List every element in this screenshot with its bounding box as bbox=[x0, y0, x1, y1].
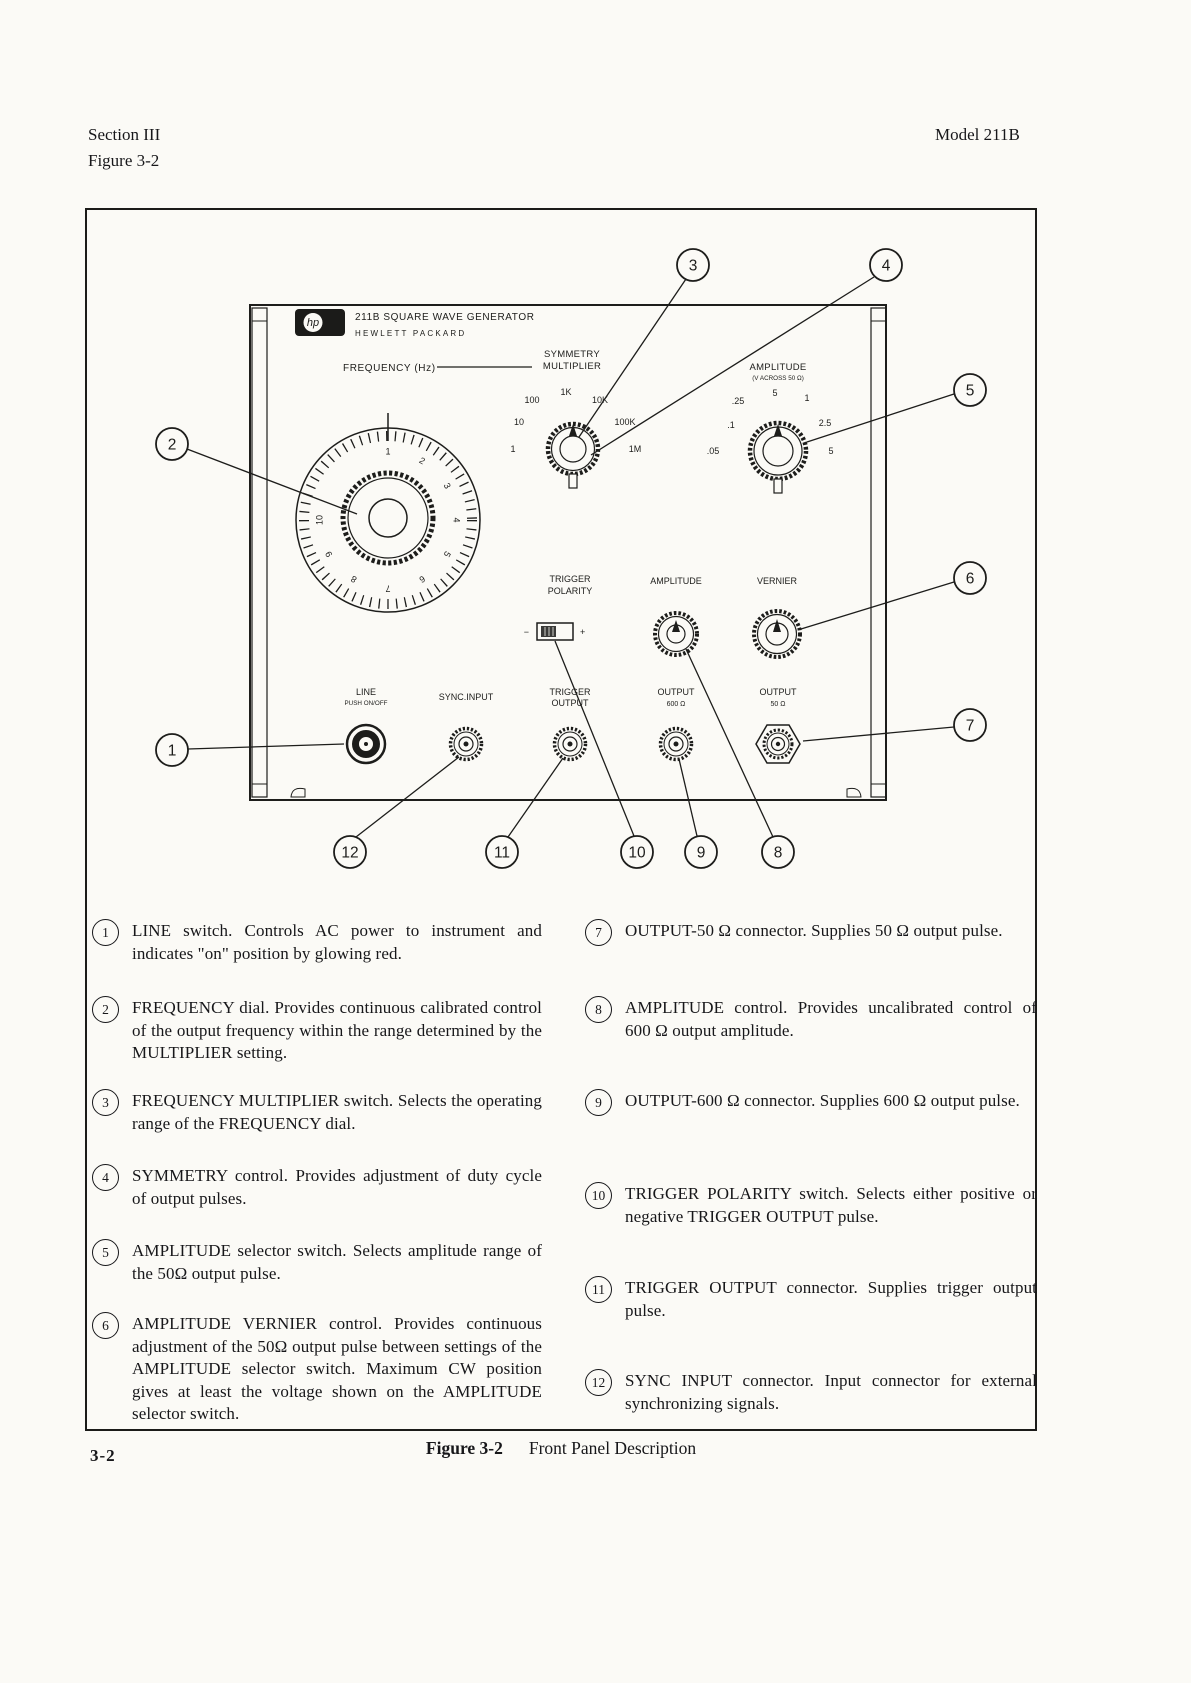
desc-item-5 bbox=[92, 1240, 542, 1285]
amplitude-selector-knob bbox=[750, 423, 806, 493]
amp-label-05: .05 bbox=[706, 446, 720, 456]
rack-handle-right bbox=[871, 308, 886, 797]
front-panel-diagram bbox=[85, 208, 1037, 898]
svg-text:1: 1 bbox=[167, 742, 177, 760]
desc-text-6: AMPLITUDE VERNIER control. Provides continuous adjustment of the 50Ω output pulse between settings of the AMPLITUDE selector switch. Maximum CW position gives at least the voltage shown on the AMPLITUDE selector switch. bbox=[132, 1314, 542, 1424]
page-number: 3-2 bbox=[90, 1446, 116, 1465]
desc-item-7 bbox=[585, 920, 1037, 946]
desc-text-8: AMPLITUDE control. Provides uncalibrated control of 600 Ω output amplitude. bbox=[625, 998, 1037, 1040]
mult-label-1: 1 bbox=[510, 444, 516, 454]
desc-text-10: TRIGGER POLARITY switch. Selects either positive or negative TRIGGER OUTPUT pulse. bbox=[625, 1184, 1037, 1226]
mult-label-1k: 1K bbox=[560, 387, 572, 397]
dial-num-2: 2 bbox=[417, 455, 427, 467]
dial-num-4: 4 bbox=[451, 517, 462, 523]
trigger-output-connector bbox=[555, 729, 586, 760]
frequency-label: FREQUENCY (Hz) bbox=[343, 363, 436, 374]
section-label: Section III bbox=[88, 125, 161, 144]
svg-text:10: 10 bbox=[628, 844, 646, 862]
desc-text-9: OUTPUT-600 Ω connector. Supplies 600 Ω output pulse. bbox=[625, 1091, 1020, 1110]
svg-text:3: 3 bbox=[688, 257, 698, 275]
output-50-label1: OUTPUT bbox=[759, 687, 797, 697]
trigger-polarity-label1: TRIGGER bbox=[549, 574, 591, 584]
output-600-label1: OUTPUT bbox=[657, 687, 695, 697]
callout-9 bbox=[679, 759, 717, 868]
desc-text-3: FREQUENCY MULTIPLIER switch. Selects the operating range of the FREQUENCY dial. bbox=[132, 1091, 542, 1133]
panel-foot-right bbox=[847, 788, 861, 797]
mult-label-1m: 1M bbox=[628, 444, 642, 454]
header-left bbox=[88, 122, 160, 173]
figure-ref-label: Figure 3-2 bbox=[88, 150, 160, 170]
vernier-knob bbox=[754, 611, 800, 657]
amplitude-selector-label: AMPLITUDE bbox=[749, 362, 807, 373]
desc-num-2: 2 bbox=[92, 996, 119, 1023]
desc-text-4: SYMMETRY control. Provides adjustment of duty cycle of output pulses. bbox=[132, 1166, 542, 1208]
amp-label-1r: 1 bbox=[804, 393, 810, 403]
line-label: LINE bbox=[355, 687, 377, 697]
desc-item-8 bbox=[585, 997, 1037, 1042]
amp-label-25: .25 bbox=[731, 396, 745, 406]
amplitude-control-knob bbox=[655, 613, 697, 655]
line-switch bbox=[347, 725, 385, 763]
svg-text:11: 11 bbox=[493, 844, 511, 862]
callout-2 bbox=[156, 428, 357, 514]
callout-4 bbox=[591, 249, 902, 455]
desc-item-2 bbox=[92, 997, 542, 1065]
desc-num-11: 11 bbox=[585, 1276, 612, 1303]
svg-text:8: 8 bbox=[773, 844, 783, 862]
svg-text:9: 9 bbox=[696, 844, 706, 862]
amp-label-1: .1 bbox=[727, 420, 735, 430]
brand-block bbox=[295, 309, 535, 338]
trigger-output-label1: TRIGGER bbox=[549, 687, 591, 697]
caption-figure-ref: Figure 3-2 bbox=[425, 1438, 503, 1458]
model-label: Model 211B bbox=[935, 125, 1020, 144]
dial-num-8: 8 bbox=[349, 573, 359, 585]
desc-num-7: 7 bbox=[585, 919, 612, 946]
dial-num-10: 10 bbox=[314, 514, 325, 526]
callout-7 bbox=[803, 709, 986, 741]
svg-text:2: 2 bbox=[167, 436, 177, 454]
dial-num-6: 6 bbox=[417, 573, 427, 585]
desc-num-4: 4 bbox=[92, 1164, 119, 1191]
svg-text:6: 6 bbox=[965, 570, 975, 588]
line-sublabel: PUSH ON/OFF bbox=[344, 700, 388, 707]
trigger-output-label2: OUTPUT bbox=[551, 698, 589, 708]
trigger-polarity-switch bbox=[524, 623, 586, 640]
dial-num-5: 5 bbox=[441, 549, 453, 559]
desc-item-3 bbox=[92, 1090, 542, 1135]
figure-caption bbox=[85, 1438, 1037, 1459]
desc-num-5: 5 bbox=[92, 1239, 119, 1266]
desc-num-10: 10 bbox=[585, 1182, 612, 1209]
desc-item-11 bbox=[585, 1277, 1037, 1322]
multiplier-label: MULTIPLIER bbox=[542, 361, 602, 372]
desc-item-1 bbox=[92, 920, 542, 965]
desc-text-11: TRIGGER OUTPUT connector. Supplies trigger output pulse. bbox=[625, 1278, 1037, 1320]
polarity-minus-label: − bbox=[523, 627, 529, 637]
desc-text-7: OUTPUT-50 Ω connector. Supplies 50 Ω output pulse. bbox=[625, 921, 1003, 940]
amplitude-selector-sublabel: (V ACROSS 50 Ω) bbox=[752, 375, 804, 382]
desc-item-10 bbox=[585, 1183, 1037, 1228]
desc-text-1: LINE switch. Controls AC power to instrument and indicates "on" position by glowing red. bbox=[132, 921, 542, 963]
mult-label-10: 10 bbox=[513, 417, 525, 427]
multiplier-scale-labels bbox=[510, 387, 641, 454]
output-600-connector bbox=[661, 729, 692, 760]
desc-num-12: 12 bbox=[585, 1369, 612, 1396]
desc-num-3: 3 bbox=[92, 1089, 119, 1116]
svg-text:5: 5 bbox=[965, 382, 975, 400]
mult-label-100: 100 bbox=[524, 395, 540, 405]
vernier-label: VERNIER bbox=[756, 576, 798, 586]
frequency-dial bbox=[296, 413, 480, 612]
output-50-label2: 50 Ω bbox=[770, 701, 786, 708]
desc-num-9: 9 bbox=[585, 1089, 612, 1116]
callout-12 bbox=[334, 757, 459, 868]
trigger-polarity-label2: POLARITY bbox=[547, 586, 593, 596]
desc-text-12: SYNC INPUT connector. Input connector for external synchronizing signals. bbox=[625, 1371, 1037, 1413]
dial-knob-knurl bbox=[343, 473, 433, 563]
mult-label-10k: 10K bbox=[591, 395, 609, 405]
svg-text:4: 4 bbox=[881, 257, 891, 275]
vernier-pointer bbox=[773, 619, 781, 632]
sync-input-connector bbox=[451, 729, 482, 760]
dial-num-1: 1 bbox=[385, 446, 391, 457]
desc-item-4 bbox=[92, 1165, 542, 1210]
output-50-connector bbox=[756, 725, 800, 763]
panel-title: 211B SQUARE WAVE GENERATOR bbox=[355, 312, 535, 323]
hp-logo-text: hp bbox=[306, 317, 320, 329]
desc-num-1: 1 bbox=[92, 919, 119, 946]
panel-foot-left bbox=[291, 788, 305, 797]
dial-num-9: 9 bbox=[323, 549, 335, 559]
polarity-plus-label: + bbox=[580, 627, 586, 637]
amp-label-5r: 5 bbox=[828, 446, 834, 456]
panel-brand: HEWLETT PACKARD bbox=[355, 329, 467, 338]
callout-10 bbox=[555, 641, 653, 868]
amp-label-2-5: 2.5 bbox=[818, 418, 832, 428]
desc-num-8: 8 bbox=[585, 996, 612, 1023]
desc-text-5: AMPLITUDE selector switch. Selects amplitude range of the 50Ω output pulse. bbox=[132, 1241, 542, 1283]
desc-item-9 bbox=[585, 1090, 1037, 1116]
amp-label-5top: 5 bbox=[772, 388, 778, 398]
callout-5 bbox=[807, 374, 986, 442]
dial-num-7: 7 bbox=[385, 583, 391, 594]
callout-6 bbox=[801, 562, 986, 629]
sync-input-label: SYNC.INPUT bbox=[438, 692, 494, 702]
multiplier-knob bbox=[548, 424, 598, 488]
svg-text:12: 12 bbox=[341, 844, 359, 862]
output-600-label2: 600 Ω bbox=[666, 701, 686, 708]
svg-text:7: 7 bbox=[965, 717, 975, 735]
mult-label-100k: 100K bbox=[614, 417, 636, 427]
desc-item-12 bbox=[585, 1370, 1037, 1415]
desc-num-6: 6 bbox=[92, 1312, 119, 1339]
callout-3 bbox=[579, 249, 709, 437]
symmetry-label: SYMMETRY bbox=[543, 349, 601, 360]
amplitude-control-label: AMPLITUDE bbox=[650, 576, 702, 586]
callout-11 bbox=[486, 758, 563, 868]
amplitude-knob-pointer bbox=[774, 424, 782, 436]
rack-handle-left bbox=[252, 308, 267, 797]
desc-item-6 bbox=[92, 1313, 542, 1426]
desc-text-2: FREQUENCY dial. Provides continuous calibrated control of the output frequency within the range determined by the MULTIPLIER setting. bbox=[132, 998, 542, 1063]
caption-title: Front Panel Description bbox=[528, 1438, 697, 1458]
dial-num-3: 3 bbox=[441, 481, 453, 491]
